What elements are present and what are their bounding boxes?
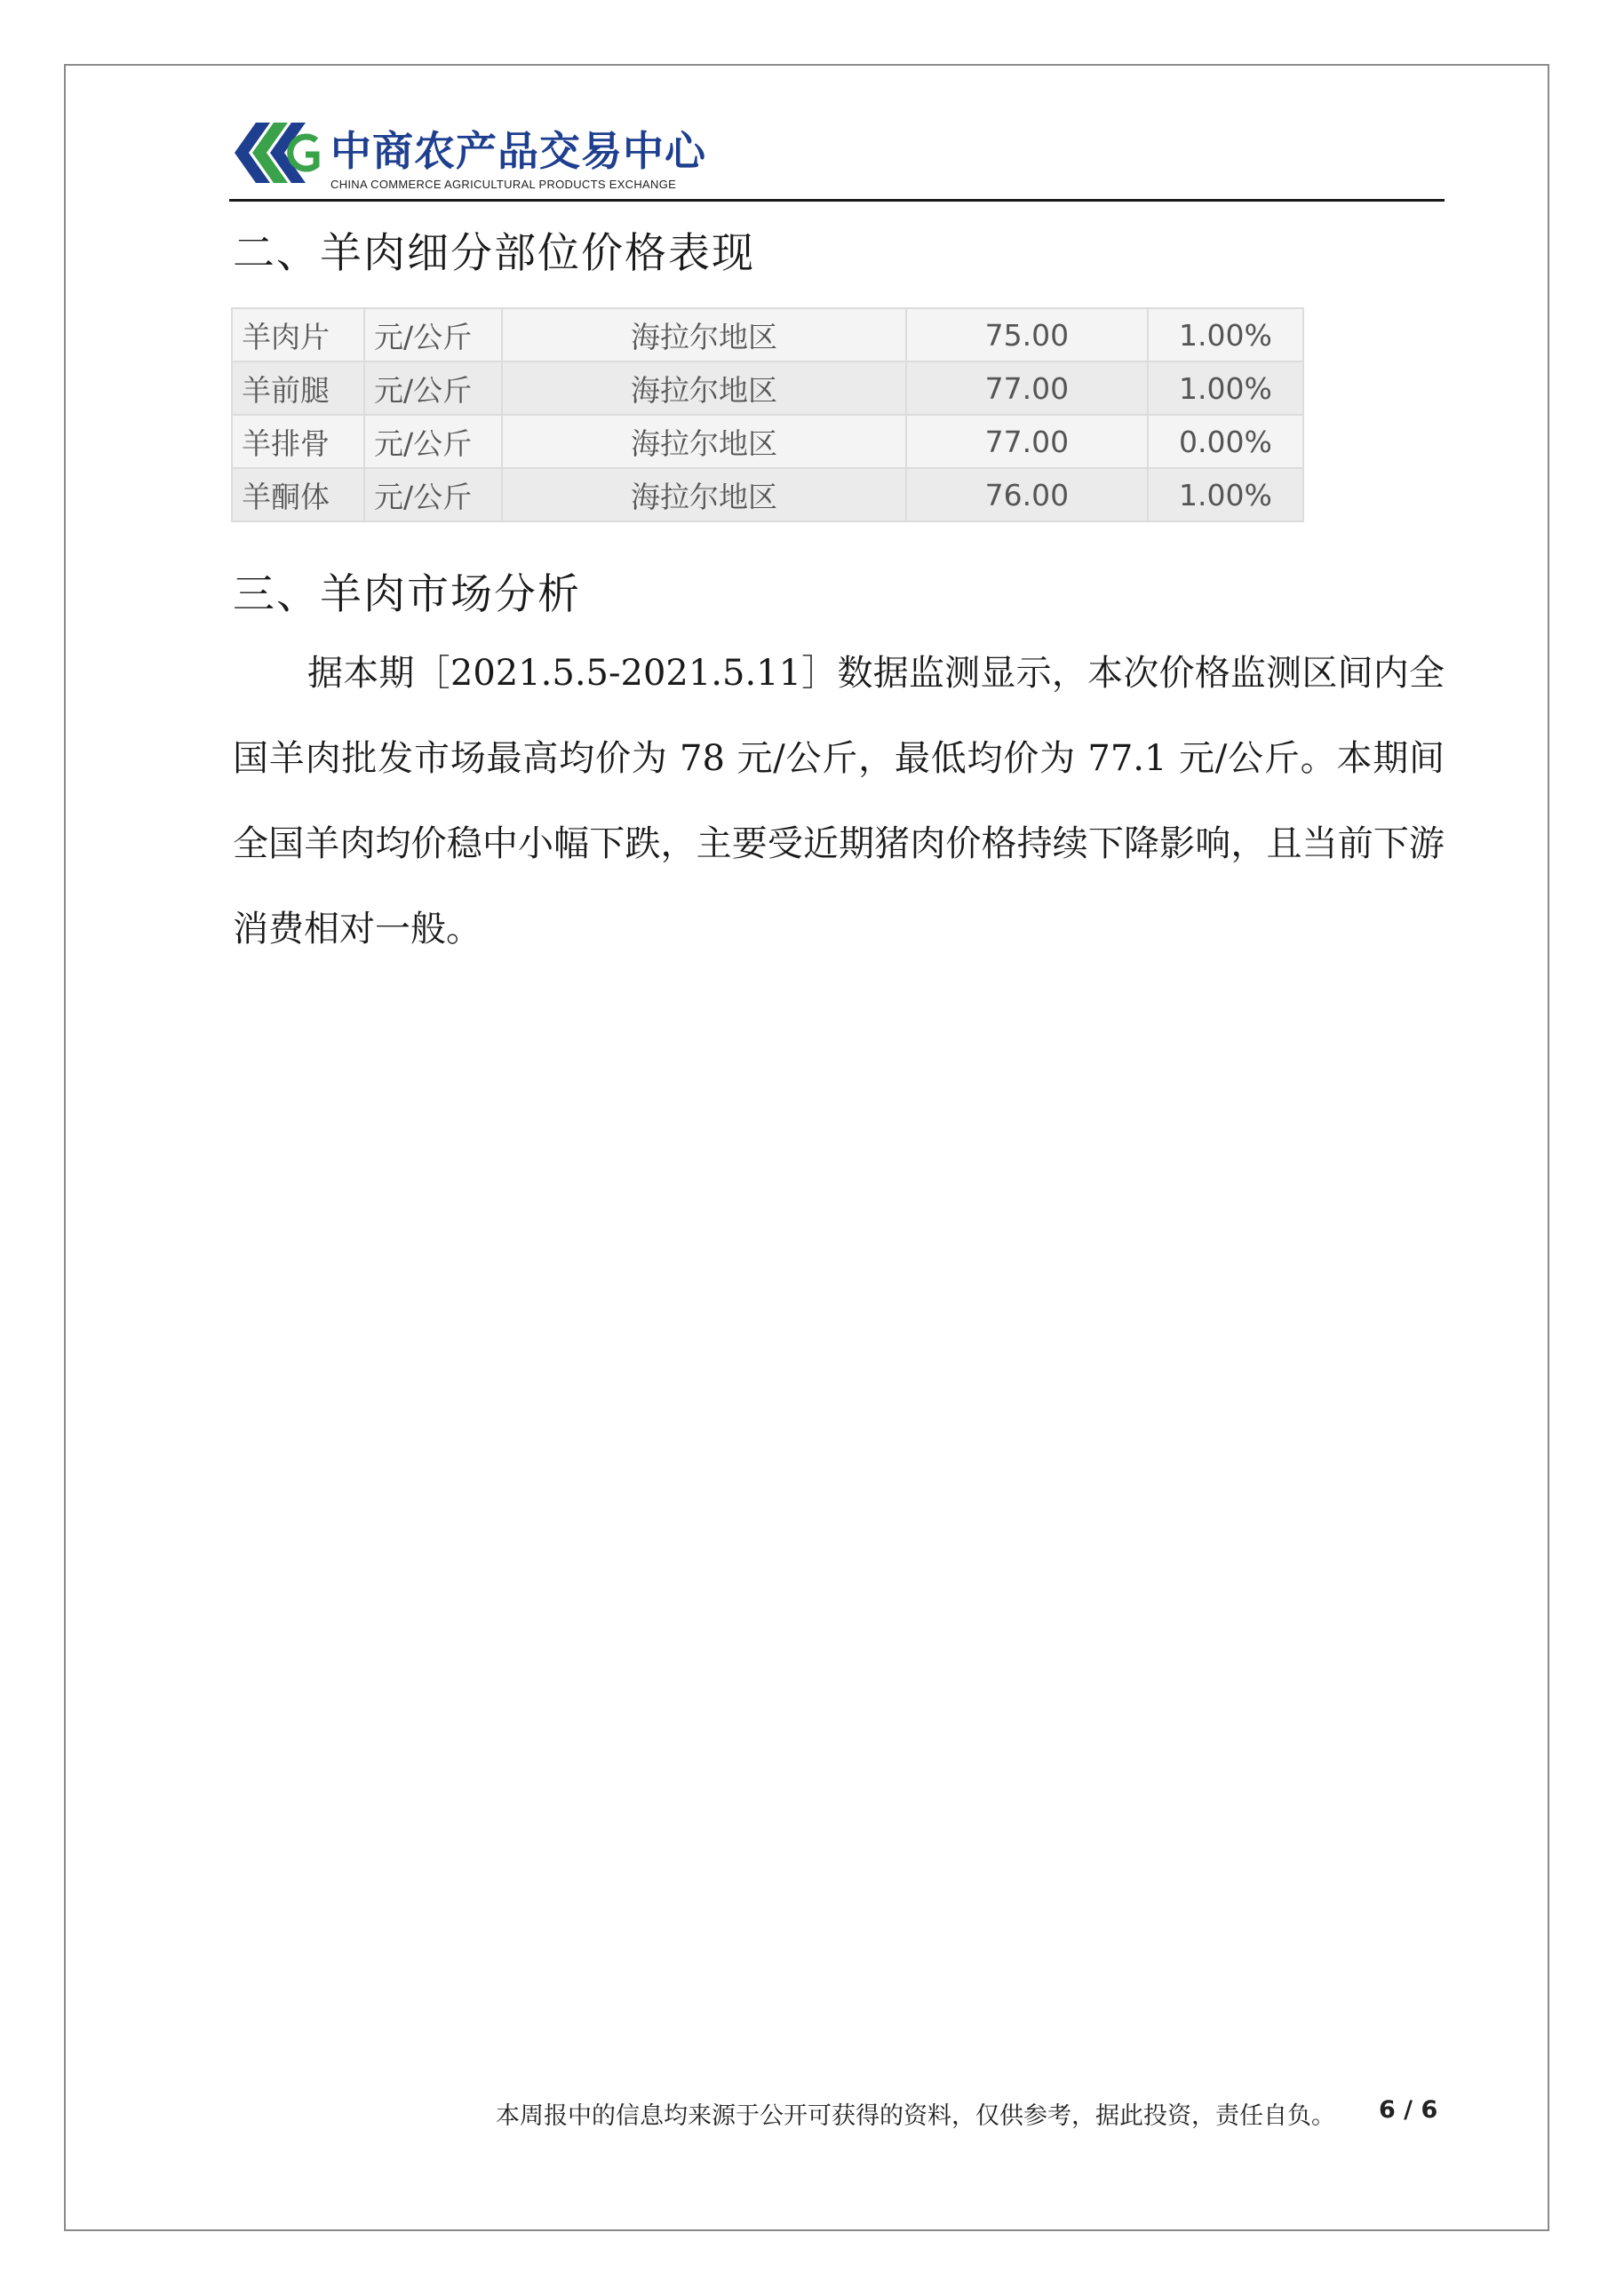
table-row — [232, 308, 1303, 361]
unit-cell: 元/公斤 — [364, 308, 502, 361]
change-cell: 0.00% — [1148, 415, 1303, 468]
cut-name-cell: 羊前腿 — [232, 361, 364, 415]
unit-cell: 元/公斤 — [364, 415, 502, 468]
price-cell: 75.00 — [906, 308, 1148, 361]
section-heading-market-analysis: 三、羊肉市场分析 — [233, 570, 581, 619]
logo-chinese-name: 中商农产品交易中心 — [330, 127, 706, 175]
header-divider — [229, 199, 1445, 202]
change-cell: 1.00% — [1148, 361, 1303, 415]
table-row — [232, 415, 1303, 468]
cut-name-cell: 羊排骨 — [232, 415, 364, 468]
price-cell: 76.00 — [906, 468, 1148, 521]
section-heading-price-by-cut: 二、羊肉细分部位价格表现 — [233, 229, 755, 278]
price-table — [231, 307, 1304, 522]
region-cell: 海拉尔地区 — [502, 308, 906, 361]
logo-english-name: CHINA COMMERCE AGRICULTURAL PRODUCTS EXCHANGE — [330, 178, 677, 191]
region-cell: 海拉尔地区 — [502, 468, 906, 521]
footer-disclaimer: 本周报中的信息均来源于公开可获得的资料，仅供参考，据此投资，责任自负。 — [496, 2102, 1335, 2130]
region-cell: 海拉尔地区 — [502, 415, 906, 468]
price-cell: 77.00 — [906, 361, 1148, 415]
region-cell: 海拉尔地区 — [502, 361, 906, 415]
unit-cell: 元/公斤 — [364, 361, 502, 415]
change-cell: 1.00% — [1148, 308, 1303, 361]
change-cell: 1.00% — [1148, 468, 1303, 521]
unit-cell: 元/公斤 — [364, 468, 502, 521]
market-analysis-paragraph: 据本期［2021.5.5-2021.5.11］数据监测显示，本次价格监测区间内全国羊肉批发市场最高均价为 78 元/公斤，最低均价为 77.1 元/公斤。本期间全国羊肉均价稳中小幅下跌，主要受近期猪肉价格持续下降影响，且当前下游消费相对一般。 — [233, 653, 1445, 949]
company-logo-icon — [229, 117, 322, 188]
cut-name-cell: 羊肉片 — [232, 308, 364, 361]
price-cell: 77.00 — [906, 415, 1148, 468]
table-row — [232, 361, 1303, 415]
cut-name-cell: 羊酮体 — [232, 468, 364, 521]
page-number: 6 / 6 — [1379, 2096, 1438, 2124]
table-row — [232, 468, 1303, 521]
document-header — [229, 114, 1445, 203]
